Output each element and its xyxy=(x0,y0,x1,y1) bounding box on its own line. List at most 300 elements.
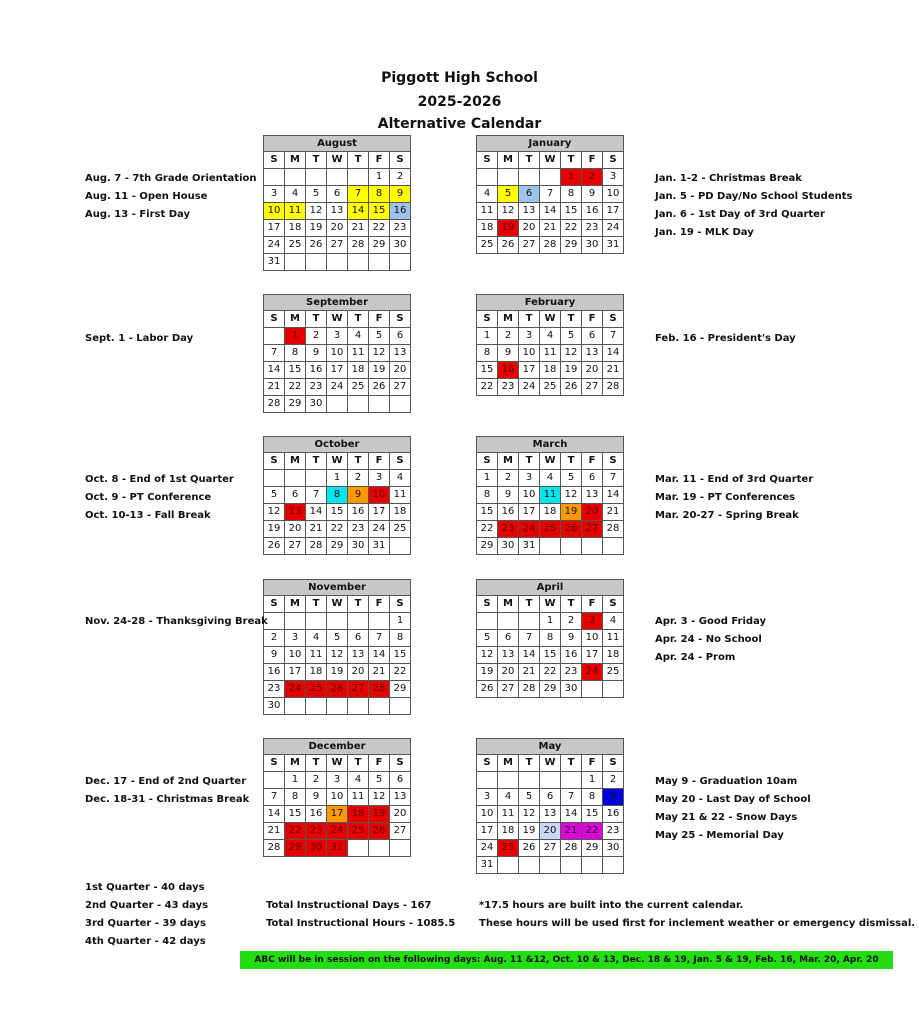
note: Feb. 16 - President's Day xyxy=(655,333,796,344)
weekday-header: T xyxy=(306,453,327,470)
day-cell: 3 xyxy=(582,613,603,630)
day-cell: 1 xyxy=(285,772,306,789)
day-cell: 14 xyxy=(603,487,624,504)
day-cell: 2 xyxy=(498,470,519,487)
day-cell: 16 xyxy=(603,806,624,823)
weekday-header: T xyxy=(519,755,540,772)
day-cell: 20 xyxy=(348,664,369,681)
day-cell: 29 xyxy=(582,840,603,857)
empty-day-cell xyxy=(519,857,540,874)
day-cell: 25 xyxy=(348,823,369,840)
day-cell: 13 xyxy=(519,203,540,220)
note: Apr. 3 - Good Friday xyxy=(655,616,767,627)
day-cell: 5 xyxy=(519,789,540,806)
day-cell: 23 xyxy=(498,521,519,538)
day-cell: 13 xyxy=(327,203,348,220)
empty-day-cell xyxy=(561,857,582,874)
day-cell: 6 xyxy=(582,328,603,345)
weekday-header: F xyxy=(369,453,390,470)
month-title: April xyxy=(477,580,624,596)
day-cell: 26 xyxy=(561,379,582,396)
day-cell: 10 xyxy=(477,806,498,823)
day-cell: 20 xyxy=(582,362,603,379)
day-cell: 22 xyxy=(285,379,306,396)
day-cell: 6 xyxy=(327,186,348,203)
day-cell: 16 xyxy=(561,647,582,664)
day-cell: 26 xyxy=(477,681,498,698)
day-cell: 21 xyxy=(369,664,390,681)
day-cell: 9 xyxy=(306,345,327,362)
month-calendar-january xyxy=(476,135,624,254)
day-cell: 23 xyxy=(306,823,327,840)
day-cell: 10 xyxy=(264,203,285,220)
day-cell: 27 xyxy=(540,840,561,857)
day-cell: 17 xyxy=(285,664,306,681)
day-cell: 29 xyxy=(540,681,561,698)
empty-day-cell xyxy=(498,772,519,789)
day-cell: 28 xyxy=(603,379,624,396)
day-cell: 7 xyxy=(603,328,624,345)
day-cell: 28 xyxy=(264,840,285,857)
day-cell: 20 xyxy=(285,521,306,538)
day-cell: 21 xyxy=(540,220,561,237)
day-cell: 14 xyxy=(306,504,327,521)
day-cell: 1 xyxy=(561,169,582,186)
day-cell: 17 xyxy=(582,647,603,664)
day-cell: 18 xyxy=(285,220,306,237)
empty-day-cell xyxy=(327,698,348,715)
day-cell: 1 xyxy=(477,328,498,345)
day-cell: 6 xyxy=(390,328,411,345)
day-cell: 22 xyxy=(285,823,306,840)
day-cell: 14 xyxy=(561,806,582,823)
day-cell: 23 xyxy=(498,379,519,396)
day-cell: 18 xyxy=(498,823,519,840)
weekday-header: W xyxy=(540,453,561,470)
empty-day-cell xyxy=(390,840,411,857)
day-cell: 7 xyxy=(561,789,582,806)
day-cell: 5 xyxy=(561,470,582,487)
day-cell: 18 xyxy=(390,504,411,521)
day-cell: 9 xyxy=(498,487,519,504)
empty-day-cell xyxy=(285,698,306,715)
day-cell: 11 xyxy=(540,345,561,362)
day-cell: 11 xyxy=(348,789,369,806)
day-cell: 4 xyxy=(540,328,561,345)
day-cell: 27 xyxy=(498,681,519,698)
day-cell: 14 xyxy=(519,647,540,664)
day-cell: 2 xyxy=(348,470,369,487)
day-cell: 23 xyxy=(264,681,285,698)
day-cell: 31 xyxy=(264,254,285,271)
day-cell: 24 xyxy=(477,840,498,857)
day-cell: 3 xyxy=(369,470,390,487)
hours-note-line: *17.5 hours are built into the current calendar. xyxy=(479,900,744,911)
quarter-days: 1st Quarter - 40 days xyxy=(85,882,205,893)
weekday-header: F xyxy=(369,755,390,772)
weekday-header: S xyxy=(477,311,498,328)
day-cell: 25 xyxy=(348,379,369,396)
note: Dec. 17 - End of 2nd Quarter xyxy=(85,776,247,787)
weekday-header: S xyxy=(603,453,624,470)
day-cell: 7 xyxy=(519,630,540,647)
day-cell: 8 xyxy=(390,630,411,647)
day-cell: 22 xyxy=(477,521,498,538)
notes-september xyxy=(85,330,193,348)
weekday-header: T xyxy=(519,453,540,470)
weekday-header: F xyxy=(369,152,390,169)
day-cell: 23 xyxy=(348,521,369,538)
weekday-header: S xyxy=(477,596,498,613)
empty-day-cell xyxy=(477,169,498,186)
day-cell: 12 xyxy=(519,806,540,823)
day-cell: 16 xyxy=(498,504,519,521)
day-cell: 20 xyxy=(540,823,561,840)
day-cell: 18 xyxy=(477,220,498,237)
day-cell: 19 xyxy=(498,220,519,237)
empty-day-cell xyxy=(348,169,369,186)
day-cell: 20 xyxy=(390,806,411,823)
day-cell: 3 xyxy=(285,630,306,647)
day-cell: 10 xyxy=(285,647,306,664)
month-title: November xyxy=(264,580,411,596)
day-cell: 20 xyxy=(498,664,519,681)
day-cell: 25 xyxy=(285,237,306,254)
weekday-header: W xyxy=(327,311,348,328)
day-cell: 27 xyxy=(327,237,348,254)
weekday-header: T xyxy=(306,596,327,613)
notes-january xyxy=(655,170,852,242)
day-cell: 19 xyxy=(264,521,285,538)
day-cell: 30 xyxy=(582,237,603,254)
weekday-header: M xyxy=(498,152,519,169)
day-cell: 23 xyxy=(603,823,624,840)
day-cell: 2 xyxy=(390,169,411,186)
month-calendar-november xyxy=(263,579,411,715)
quarter-days: 3rd Quarter - 39 days xyxy=(85,918,206,929)
day-cell: 15 xyxy=(477,504,498,521)
day-cell: 5 xyxy=(369,328,390,345)
day-cell: 3 xyxy=(327,328,348,345)
day-cell: 30 xyxy=(498,538,519,555)
day-cell: 19 xyxy=(369,362,390,379)
weekday-header: S xyxy=(477,152,498,169)
day-cell: 29 xyxy=(285,840,306,857)
weekday-header: M xyxy=(498,596,519,613)
month-calendar-april xyxy=(476,579,624,698)
empty-day-cell xyxy=(390,698,411,715)
day-cell: 24 xyxy=(327,823,348,840)
day-cell: 4 xyxy=(285,186,306,203)
day-cell: 1 xyxy=(327,470,348,487)
empty-day-cell xyxy=(498,857,519,874)
weekday-header: S xyxy=(603,755,624,772)
day-cell: 24 xyxy=(285,681,306,698)
day-cell: 30 xyxy=(306,840,327,857)
day-cell: 18 xyxy=(540,362,561,379)
weekday-header: S xyxy=(390,596,411,613)
empty-day-cell xyxy=(264,328,285,345)
day-cell: 13 xyxy=(348,647,369,664)
note: Jan. 5 - PD Day/No School Students xyxy=(655,191,853,202)
day-cell: 16 xyxy=(306,806,327,823)
day-cell: 12 xyxy=(369,345,390,362)
day-cell: 19 xyxy=(561,504,582,521)
day-cell: 27 xyxy=(348,681,369,698)
empty-day-cell xyxy=(285,169,306,186)
empty-day-cell xyxy=(264,772,285,789)
day-cell: 1 xyxy=(540,613,561,630)
day-cell: 21 xyxy=(348,220,369,237)
day-cell: 28 xyxy=(348,237,369,254)
day-cell: 20 xyxy=(390,362,411,379)
day-cell: 11 xyxy=(306,647,327,664)
day-cell: 4 xyxy=(498,789,519,806)
weekday-header: W xyxy=(540,311,561,328)
weekday-header: F xyxy=(582,596,603,613)
day-cell: 15 xyxy=(540,647,561,664)
day-cell: 23 xyxy=(561,664,582,681)
empty-day-cell xyxy=(390,254,411,271)
note: Mar. 19 - PT Conferences xyxy=(655,492,796,503)
empty-day-cell xyxy=(390,396,411,413)
day-cell: 19 xyxy=(519,823,540,840)
day-cell: 21 xyxy=(264,379,285,396)
weekday-header: M xyxy=(285,596,306,613)
day-cell: 22 xyxy=(561,220,582,237)
day-cell: 23 xyxy=(582,220,603,237)
empty-day-cell xyxy=(369,613,390,630)
empty-day-cell xyxy=(498,169,519,186)
day-cell: 7 xyxy=(348,186,369,203)
note: May 21 & 22 - Snow Days xyxy=(655,812,798,823)
day-cell: 2 xyxy=(306,772,327,789)
weekday-header: T xyxy=(348,311,369,328)
day-cell: 26 xyxy=(561,521,582,538)
day-cell: 30 xyxy=(561,681,582,698)
day-cell: 17 xyxy=(264,220,285,237)
day-cell: 12 xyxy=(306,203,327,220)
day-cell: 1 xyxy=(285,328,306,345)
day-cell: 26 xyxy=(369,379,390,396)
day-cell: 7 xyxy=(264,345,285,362)
weekday-header: T xyxy=(306,755,327,772)
day-cell: 31 xyxy=(369,538,390,555)
day-cell: 2 xyxy=(264,630,285,647)
day-cell: 25 xyxy=(477,237,498,254)
day-cell: 28 xyxy=(369,681,390,698)
day-cell: 3 xyxy=(327,772,348,789)
day-cell: 29 xyxy=(327,538,348,555)
day-cell: 7 xyxy=(603,470,624,487)
day-cell: 14 xyxy=(369,647,390,664)
weekday-header: S xyxy=(390,755,411,772)
day-cell: 17 xyxy=(603,203,624,220)
day-cell: 15 xyxy=(561,203,582,220)
day-cell: 11 xyxy=(390,487,411,504)
weekday-header: M xyxy=(498,755,519,772)
weekday-header: T xyxy=(561,755,582,772)
note: Jan. 6 - 1st Day of 3rd Quarter xyxy=(655,209,825,220)
day-cell: 17 xyxy=(519,362,540,379)
weekday-header: S xyxy=(603,152,624,169)
empty-day-cell xyxy=(306,470,327,487)
day-cell: 15 xyxy=(327,504,348,521)
day-cell: 25 xyxy=(498,840,519,857)
day-cell: 12 xyxy=(327,647,348,664)
month-calendar-august xyxy=(263,135,411,271)
quarter-days: 4th Quarter - 42 days xyxy=(85,936,206,947)
empty-day-cell xyxy=(603,538,624,555)
day-cell: 6 xyxy=(348,630,369,647)
day-cell: 4 xyxy=(477,186,498,203)
day-cell: 25 xyxy=(540,379,561,396)
day-cell: 12 xyxy=(561,487,582,504)
month-calendar-march xyxy=(476,436,624,555)
notes-december xyxy=(85,773,249,809)
weekday-header: W xyxy=(540,755,561,772)
day-cell: 9 xyxy=(603,789,624,806)
day-cell: 1 xyxy=(390,613,411,630)
empty-day-cell xyxy=(306,169,327,186)
weekday-header: F xyxy=(369,596,390,613)
day-cell: 13 xyxy=(582,345,603,362)
day-cell: 7 xyxy=(306,487,327,504)
empty-day-cell xyxy=(264,470,285,487)
day-cell: 3 xyxy=(519,470,540,487)
empty-day-cell xyxy=(306,254,327,271)
note: Aug. 13 - First Day xyxy=(85,209,190,220)
month-calendar-september xyxy=(263,294,411,413)
day-cell: 22 xyxy=(327,521,348,538)
weekday-header: S xyxy=(390,453,411,470)
empty-day-cell xyxy=(477,613,498,630)
day-cell: 26 xyxy=(264,538,285,555)
day-cell: 31 xyxy=(519,538,540,555)
weekday-header: T xyxy=(519,311,540,328)
note: Oct. 8 - End of 1st Quarter xyxy=(85,474,234,485)
day-cell: 30 xyxy=(390,237,411,254)
weekday-header: T xyxy=(561,311,582,328)
weekday-header: T xyxy=(348,453,369,470)
empty-day-cell xyxy=(327,396,348,413)
day-cell: 30 xyxy=(348,538,369,555)
day-cell: 25 xyxy=(540,521,561,538)
empty-day-cell xyxy=(519,613,540,630)
day-cell: 3 xyxy=(603,169,624,186)
weekday-header: T xyxy=(306,311,327,328)
day-cell: 4 xyxy=(540,470,561,487)
empty-day-cell xyxy=(477,772,498,789)
day-cell: 12 xyxy=(369,789,390,806)
empty-day-cell xyxy=(327,613,348,630)
day-cell: 11 xyxy=(285,203,306,220)
day-cell: 21 xyxy=(603,504,624,521)
day-cell: 29 xyxy=(477,538,498,555)
day-cell: 20 xyxy=(519,220,540,237)
day-cell: 10 xyxy=(582,630,603,647)
day-cell: 27 xyxy=(285,538,306,555)
day-cell: 16 xyxy=(390,203,411,220)
weekday-header: S xyxy=(264,453,285,470)
weekday-header: T xyxy=(519,596,540,613)
day-cell: 11 xyxy=(603,630,624,647)
day-cell: 31 xyxy=(477,857,498,874)
day-cell: 10 xyxy=(369,487,390,504)
day-cell: 22 xyxy=(369,220,390,237)
day-cell: 5 xyxy=(306,186,327,203)
day-cell: 5 xyxy=(561,328,582,345)
day-cell: 1 xyxy=(477,470,498,487)
empty-day-cell xyxy=(369,698,390,715)
day-cell: 16 xyxy=(582,203,603,220)
day-cell: 2 xyxy=(603,772,624,789)
empty-day-cell xyxy=(348,613,369,630)
day-cell: 30 xyxy=(264,698,285,715)
notes-april xyxy=(655,613,766,667)
empty-day-cell xyxy=(369,840,390,857)
day-cell: 6 xyxy=(519,186,540,203)
day-cell: 8 xyxy=(285,345,306,362)
day-cell: 29 xyxy=(390,681,411,698)
weekday-header: W xyxy=(540,596,561,613)
day-cell: 21 xyxy=(519,664,540,681)
day-cell: 8 xyxy=(285,789,306,806)
weekday-header: T xyxy=(348,152,369,169)
empty-day-cell xyxy=(264,169,285,186)
calendar-subtitle: Alternative Calendar xyxy=(377,116,542,132)
weekday-header: S xyxy=(603,311,624,328)
hours-note-line: These hours will be used first for inclement weather or emergency dismissal. xyxy=(479,918,916,929)
empty-day-cell xyxy=(348,698,369,715)
empty-day-cell xyxy=(327,254,348,271)
day-cell: 3 xyxy=(519,328,540,345)
empty-day-cell xyxy=(603,857,624,874)
day-cell: 13 xyxy=(498,647,519,664)
weekday-header: M xyxy=(285,453,306,470)
empty-day-cell xyxy=(603,681,624,698)
day-cell: 7 xyxy=(369,630,390,647)
day-cell: 3 xyxy=(264,186,285,203)
hours-note xyxy=(479,897,915,933)
day-cell: 10 xyxy=(519,487,540,504)
day-cell: 18 xyxy=(540,504,561,521)
day-cell: 15 xyxy=(285,806,306,823)
day-cell: 20 xyxy=(327,220,348,237)
day-cell: 10 xyxy=(327,789,348,806)
month-title: August xyxy=(264,136,411,152)
empty-day-cell xyxy=(582,538,603,555)
weekday-header: T xyxy=(348,596,369,613)
day-cell: 5 xyxy=(498,186,519,203)
note: Oct. 10-13 - Fall Break xyxy=(85,510,211,521)
day-cell: 16 xyxy=(348,504,369,521)
day-cell: 14 xyxy=(540,203,561,220)
empty-day-cell xyxy=(285,470,306,487)
weekday-header: T xyxy=(561,596,582,613)
day-cell: 5 xyxy=(327,630,348,647)
day-cell: 22 xyxy=(540,664,561,681)
note: Jan. 19 - MLK Day xyxy=(655,227,754,238)
weekday-header: T xyxy=(561,152,582,169)
day-cell: 6 xyxy=(390,772,411,789)
day-cell: 2 xyxy=(582,169,603,186)
notes-march xyxy=(655,471,813,525)
month-calendar-february xyxy=(476,294,624,396)
day-cell: 24 xyxy=(519,521,540,538)
day-cell: 2 xyxy=(561,613,582,630)
day-cell: 14 xyxy=(264,362,285,379)
